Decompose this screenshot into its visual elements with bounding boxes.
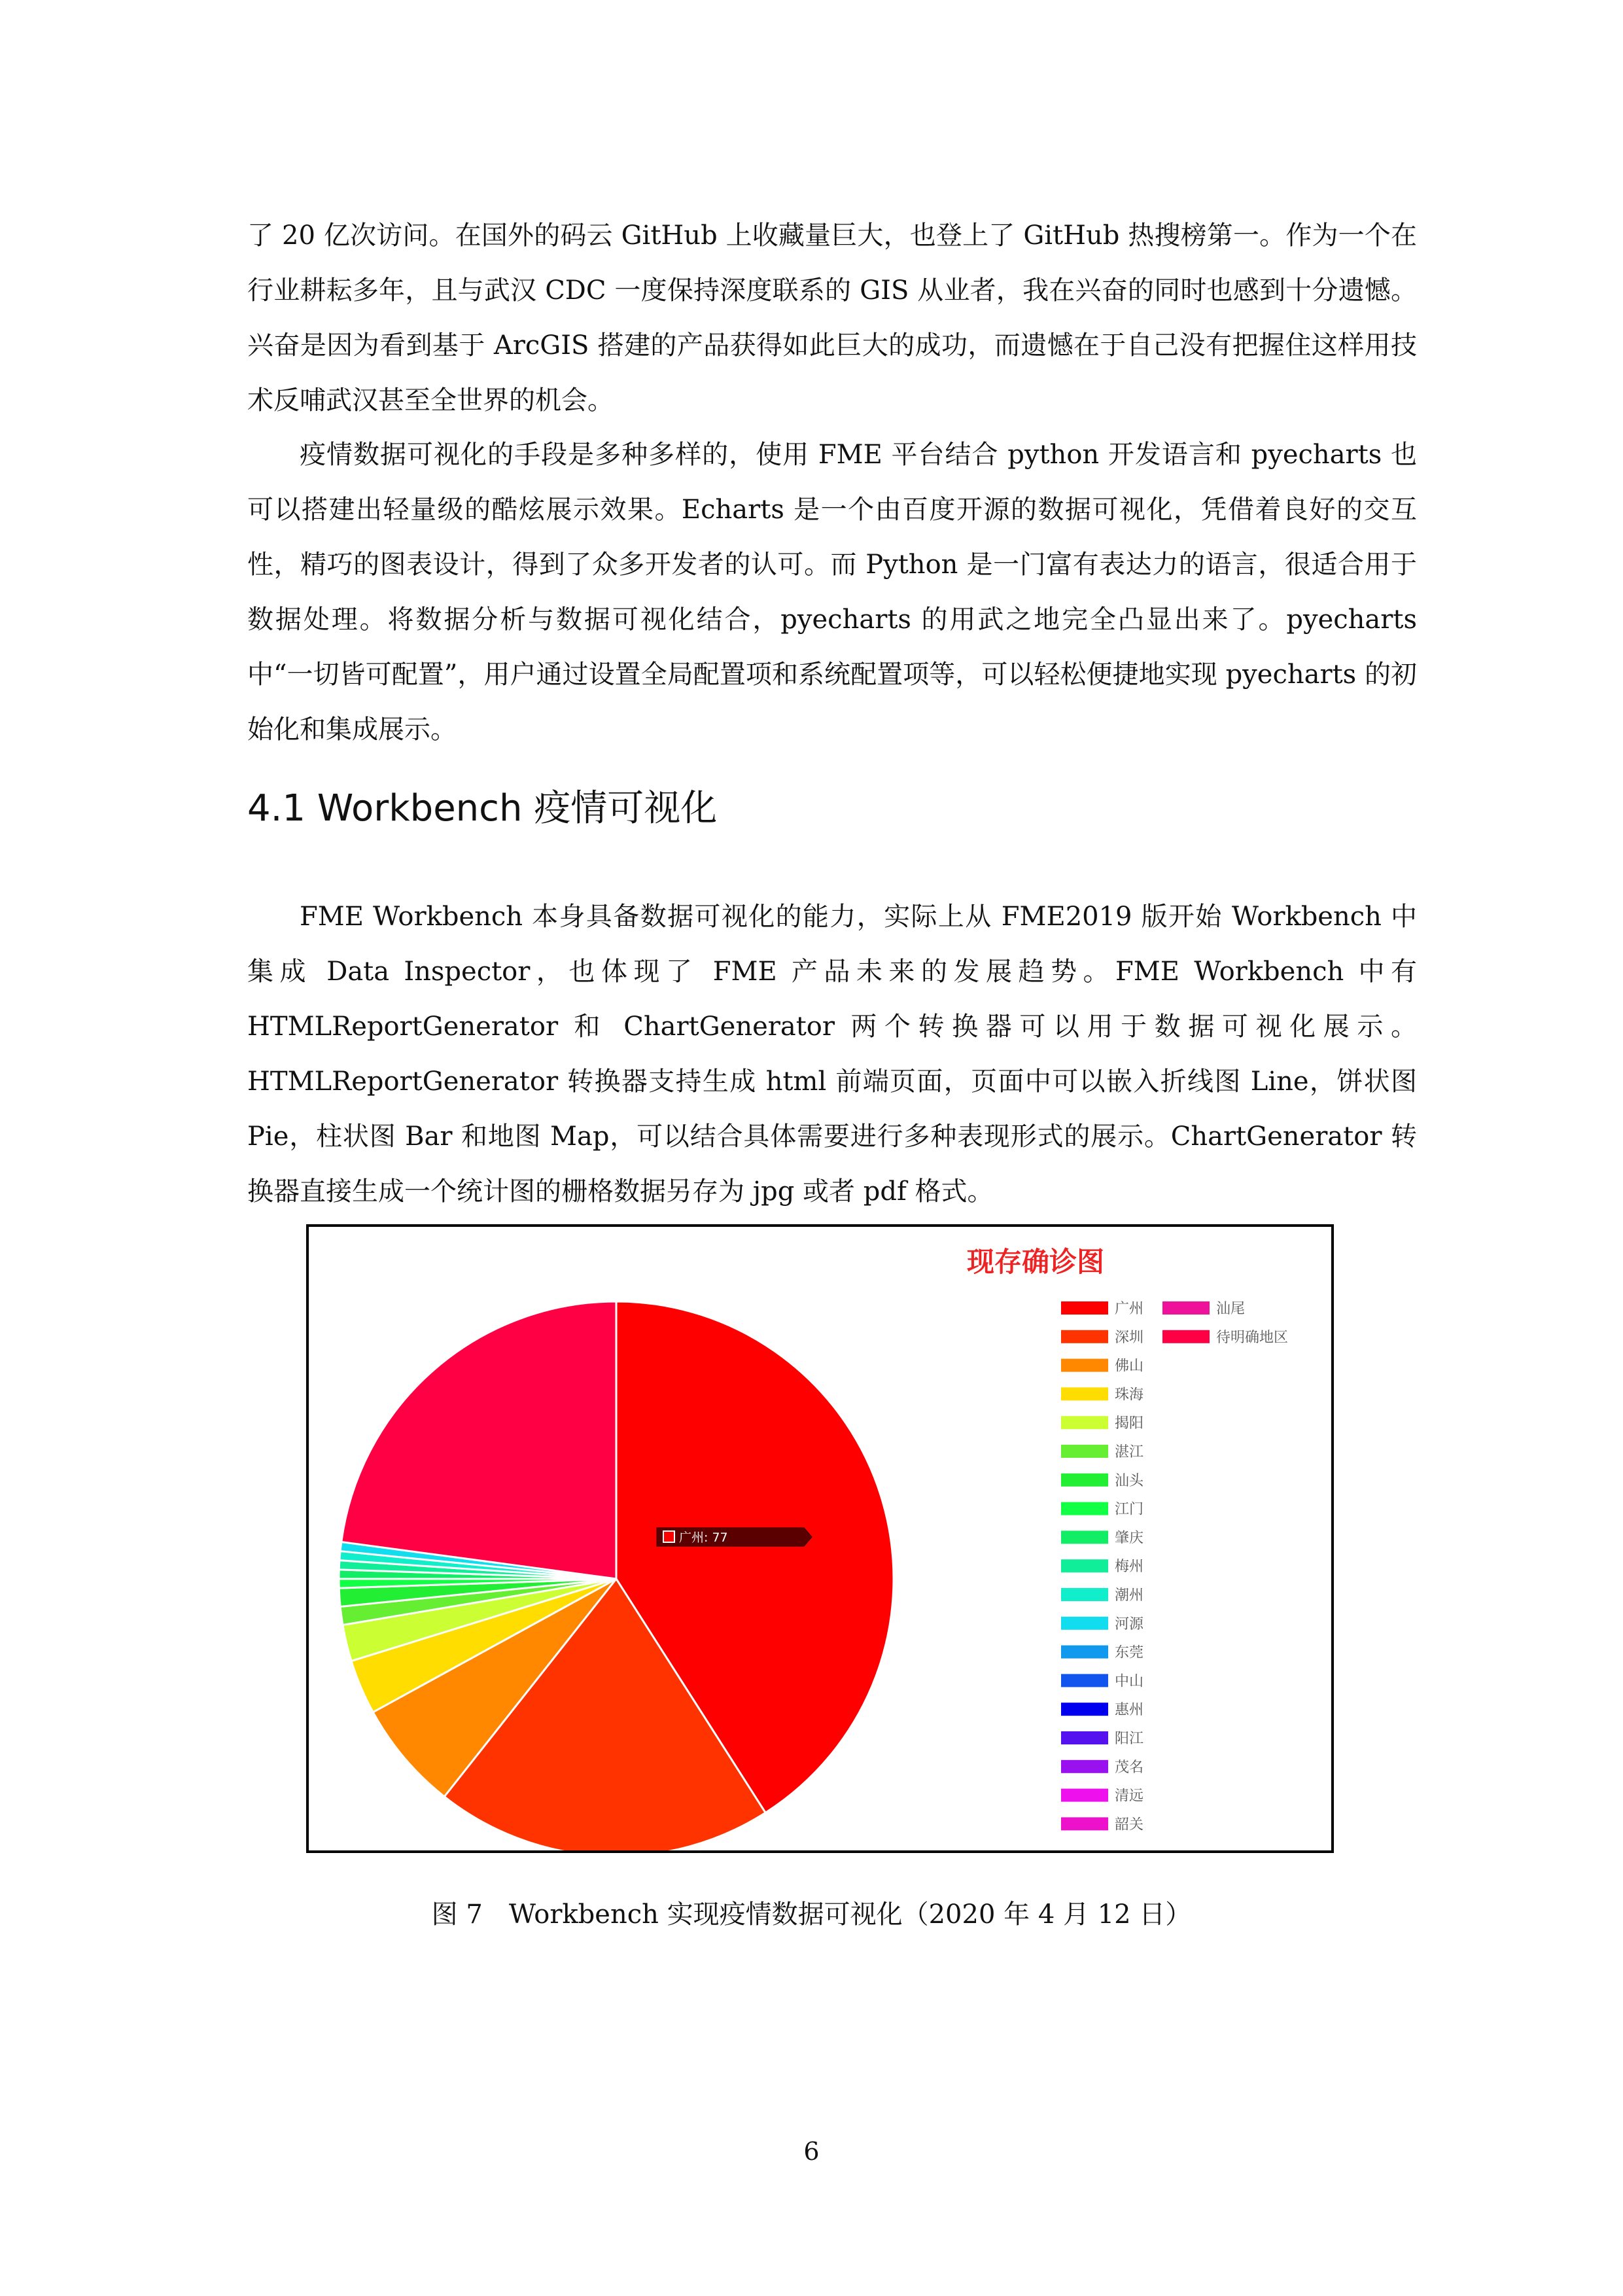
legend-swatch-1 bbox=[1061, 1330, 1108, 1343]
legend-swatch-13 bbox=[1061, 1674, 1108, 1687]
legend-item-5 bbox=[1061, 1444, 1143, 1460]
body-paragraph-3: FME Workbench 本身具备数据可视化的能力，实际上从 FME2019 版开始 Workbench 中集成 Data Inspector，也体现了 FME 产品未来的发展趋势。FME Workbench 中有 HTMLReportGenerator 和 ChartGenerator 两个转换器可以用于数据可视化展示。HTMLReportGenerator 转换器支持生成 html 前端页面，页面中可以嵌入折线图 Line，饼状图 Pie，柱状图 Bar 和地图 Map，可以结合具体需要进行多种表现形式的展示。ChartGenerator 转换器直接生成一个统计图的栅格数据另存为 jpg 或者 pdf 格式。 bbox=[247, 902, 1417, 1207]
legend-label-16: 茂名 bbox=[1115, 1759, 1144, 1776]
legend-swatch-10 bbox=[1061, 1588, 1108, 1601]
legend-item-15 bbox=[1061, 1731, 1143, 1747]
legend-label-4: 揭阳 bbox=[1115, 1415, 1144, 1432]
legend-item-0 bbox=[1061, 1301, 1143, 1317]
chart-title: 现存确诊图 bbox=[966, 1246, 1105, 1278]
legend-swatch-5 bbox=[1061, 1445, 1108, 1458]
legend-label-1: 深圳 bbox=[1115, 1329, 1144, 1346]
legend-item-20 bbox=[1162, 1330, 1288, 1346]
legend-swatch-9 bbox=[1061, 1559, 1108, 1572]
legend-item-14 bbox=[1061, 1702, 1143, 1718]
legend-item-18 bbox=[1061, 1816, 1143, 1833]
pie-slices bbox=[339, 1301, 894, 1850]
legend-item-3 bbox=[1061, 1386, 1143, 1403]
legend-label-15: 阳江 bbox=[1115, 1731, 1144, 1747]
legend-label-2: 佛山 bbox=[1115, 1358, 1144, 1375]
legend-item-13 bbox=[1061, 1673, 1143, 1689]
legend-swatch-2 bbox=[1061, 1359, 1108, 1372]
body-paragraph-2: 疫情数据可视化的手段是多种多样的，使用 FME 平台结合 python 开发语言和 pyecharts 也可以搭建出轻量级的酷炫展示效果。Echarts 是一个由百度开源的数据可视化，凭借着良好的交互性，精巧的图表设计，得到了众多开发者的认可。而 Python 是一门富有表达力的语言，很适合用于数据处理。将数据分析与数据可视化结合，pyecharts 的用武之地完全凸显出来了。pyecharts 中“一切皆可配置”，用户通过设置全局配置项和系统配置项等，可以轻松便捷地实现 pyecharts 的初始化和集成展示。 bbox=[247, 440, 1417, 745]
legend-swatch-6 bbox=[1061, 1474, 1108, 1487]
legend-item-9 bbox=[1061, 1559, 1143, 1575]
legend-swatch-17 bbox=[1061, 1789, 1108, 1802]
page-number: 6 bbox=[803, 2137, 820, 2166]
legend-label-18: 韶关 bbox=[1115, 1816, 1144, 1833]
legend-label-5: 湛江 bbox=[1115, 1444, 1144, 1460]
figure-pie-chart bbox=[306, 1224, 1334, 1853]
legend-label-6: 汕头 bbox=[1115, 1472, 1144, 1489]
chart-tooltip bbox=[657, 1528, 812, 1546]
legend-swatch-14 bbox=[1061, 1703, 1108, 1716]
chart-legend bbox=[1061, 1301, 1288, 1833]
legend-item-11 bbox=[1061, 1616, 1144, 1633]
legend-label-0: 广州 bbox=[1115, 1301, 1144, 1317]
legend-label-20: 待明确地区 bbox=[1216, 1329, 1289, 1346]
legend-label-11: 河源 bbox=[1115, 1616, 1144, 1633]
legend-label-9: 梅州 bbox=[1115, 1559, 1144, 1576]
legend-item-2 bbox=[1061, 1358, 1143, 1375]
legend-swatch-19 bbox=[1162, 1301, 1210, 1315]
legend-item-4 bbox=[1061, 1415, 1143, 1432]
figure-caption: 图 7 Workbench 实现疫情数据可视化（2020 年 4 月 12 日） bbox=[431, 1899, 1192, 1930]
tooltip-swatch bbox=[663, 1531, 674, 1542]
tooltip-text: 广州: 77 bbox=[679, 1530, 728, 1545]
legend-label-13: 中山 bbox=[1115, 1673, 1144, 1690]
legend-item-17 bbox=[1061, 1788, 1143, 1805]
legend-label-12: 东莞 bbox=[1115, 1644, 1144, 1661]
legend-swatch-20 bbox=[1162, 1330, 1210, 1343]
legend-swatch-4 bbox=[1061, 1416, 1108, 1429]
legend-label-14: 惠州 bbox=[1115, 1702, 1144, 1719]
legend-swatch-11 bbox=[1061, 1617, 1108, 1630]
legend-label-7: 江门 bbox=[1115, 1501, 1144, 1518]
legend-item-1 bbox=[1061, 1330, 1143, 1346]
legend-swatch-16 bbox=[1061, 1760, 1108, 1773]
legend-item-7 bbox=[1061, 1502, 1143, 1518]
legend-item-6 bbox=[1061, 1473, 1144, 1489]
legend-swatch-7 bbox=[1061, 1502, 1108, 1515]
section-heading: 4.1 Workbench 疫情可视化 bbox=[247, 787, 718, 830]
legend-label-19: 汕尾 bbox=[1216, 1301, 1246, 1317]
legend-item-16 bbox=[1061, 1759, 1143, 1776]
legend-item-8 bbox=[1061, 1530, 1143, 1546]
legend-swatch-3 bbox=[1061, 1387, 1108, 1400]
legend-label-10: 潮州 bbox=[1115, 1587, 1144, 1604]
legend-item-12 bbox=[1061, 1645, 1143, 1661]
pie-chart-svg bbox=[309, 1227, 1331, 1850]
legend-item-19 bbox=[1162, 1301, 1245, 1317]
legend-label-17: 清远 bbox=[1115, 1788, 1144, 1805]
legend-item-10 bbox=[1061, 1587, 1143, 1604]
legend-swatch-15 bbox=[1061, 1731, 1108, 1744]
pie-slice-20 bbox=[341, 1301, 616, 1579]
legend-swatch-12 bbox=[1061, 1646, 1108, 1659]
body-paragraph-1: 了 20 亿次访问。在国外的码云 GitHub 上收藏量巨大，也登上了 GitHub 热搜榜第一。作为一个在行业耕耘多年，且与武汉 CDC 一度保持深度联系的 GIS 从业者，我在兴奋的同时也感到十分遗憾。兴奋是因为看到基于 ArcGIS 搭建的产品获得如此巨大的成功，而遗憾在于自己没有把握住这样用技术反哺武汉甚至全世界的机会。 bbox=[247, 221, 1417, 415]
legend-swatch-18 bbox=[1061, 1817, 1108, 1830]
legend-swatch-8 bbox=[1061, 1530, 1108, 1544]
legend-swatch-0 bbox=[1061, 1301, 1108, 1315]
legend-label-8: 肇庆 bbox=[1115, 1530, 1144, 1547]
legend-label-3: 珠海 bbox=[1115, 1386, 1144, 1404]
